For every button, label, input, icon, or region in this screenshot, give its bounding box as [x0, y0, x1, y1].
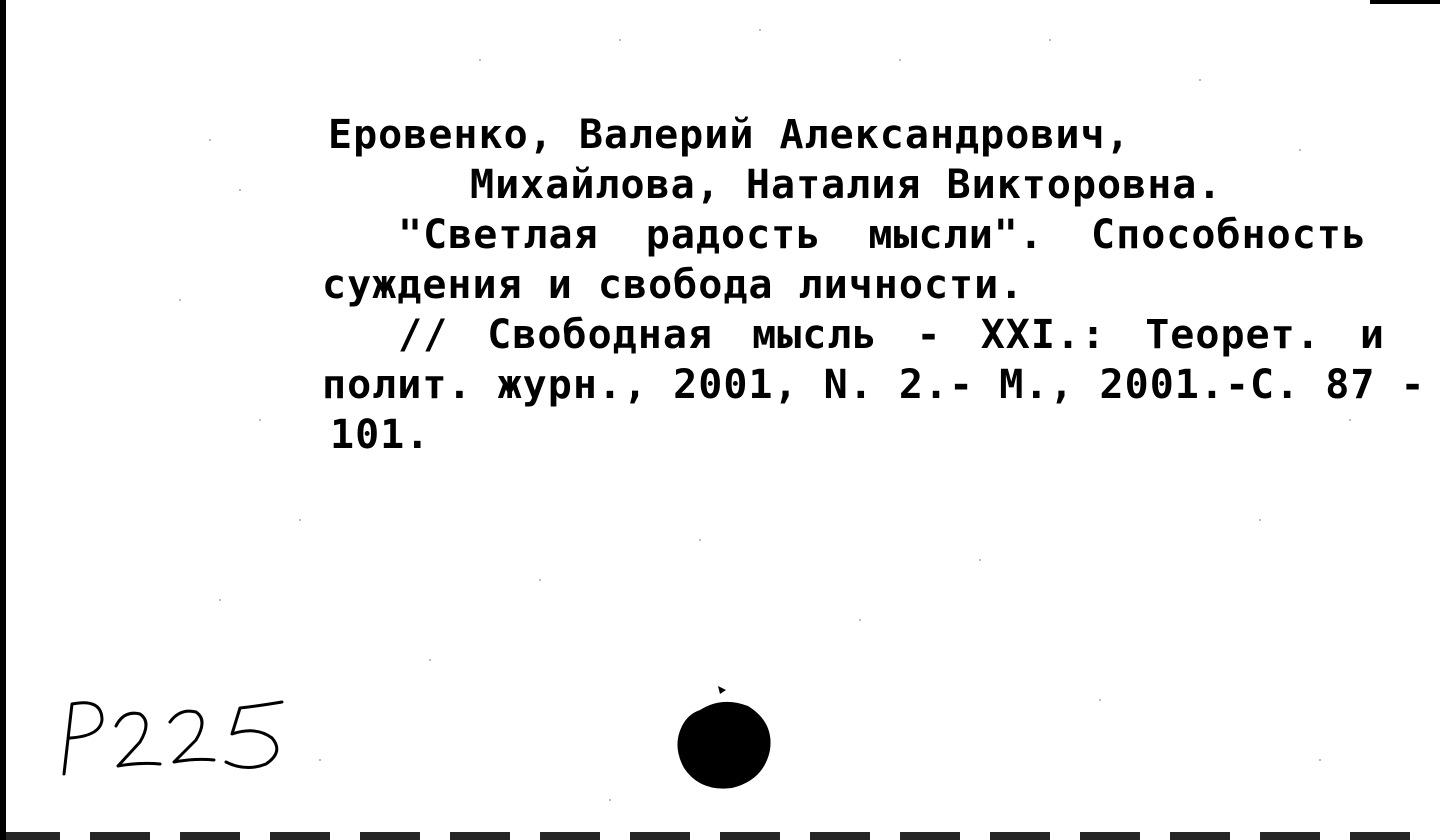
source-line-1: // Свободная мысль - XXI.: Теорет. и — [398, 312, 1385, 358]
source-line-3: 101. — [330, 412, 431, 458]
title-line-2: суждения и свобода личности. — [322, 262, 1025, 308]
punch-hole — [670, 680, 780, 800]
author-2: Михайлова, Наталия Викторовна. — [470, 162, 1223, 208]
card-left-edge — [0, 0, 6, 840]
card-bottom-edge — [0, 832, 1440, 840]
handwritten-call-number — [50, 690, 300, 790]
author-1: Еровенко, Валерий Александрович, — [328, 112, 1131, 158]
card-top-right-edge — [1370, 0, 1440, 4]
source-line-2: полит. журн., 2001, N. 2.- М., 2001.-С. 87 - — [322, 362, 1426, 408]
title-line-1: "Светлая радость мысли". Способность — [398, 212, 1367, 258]
